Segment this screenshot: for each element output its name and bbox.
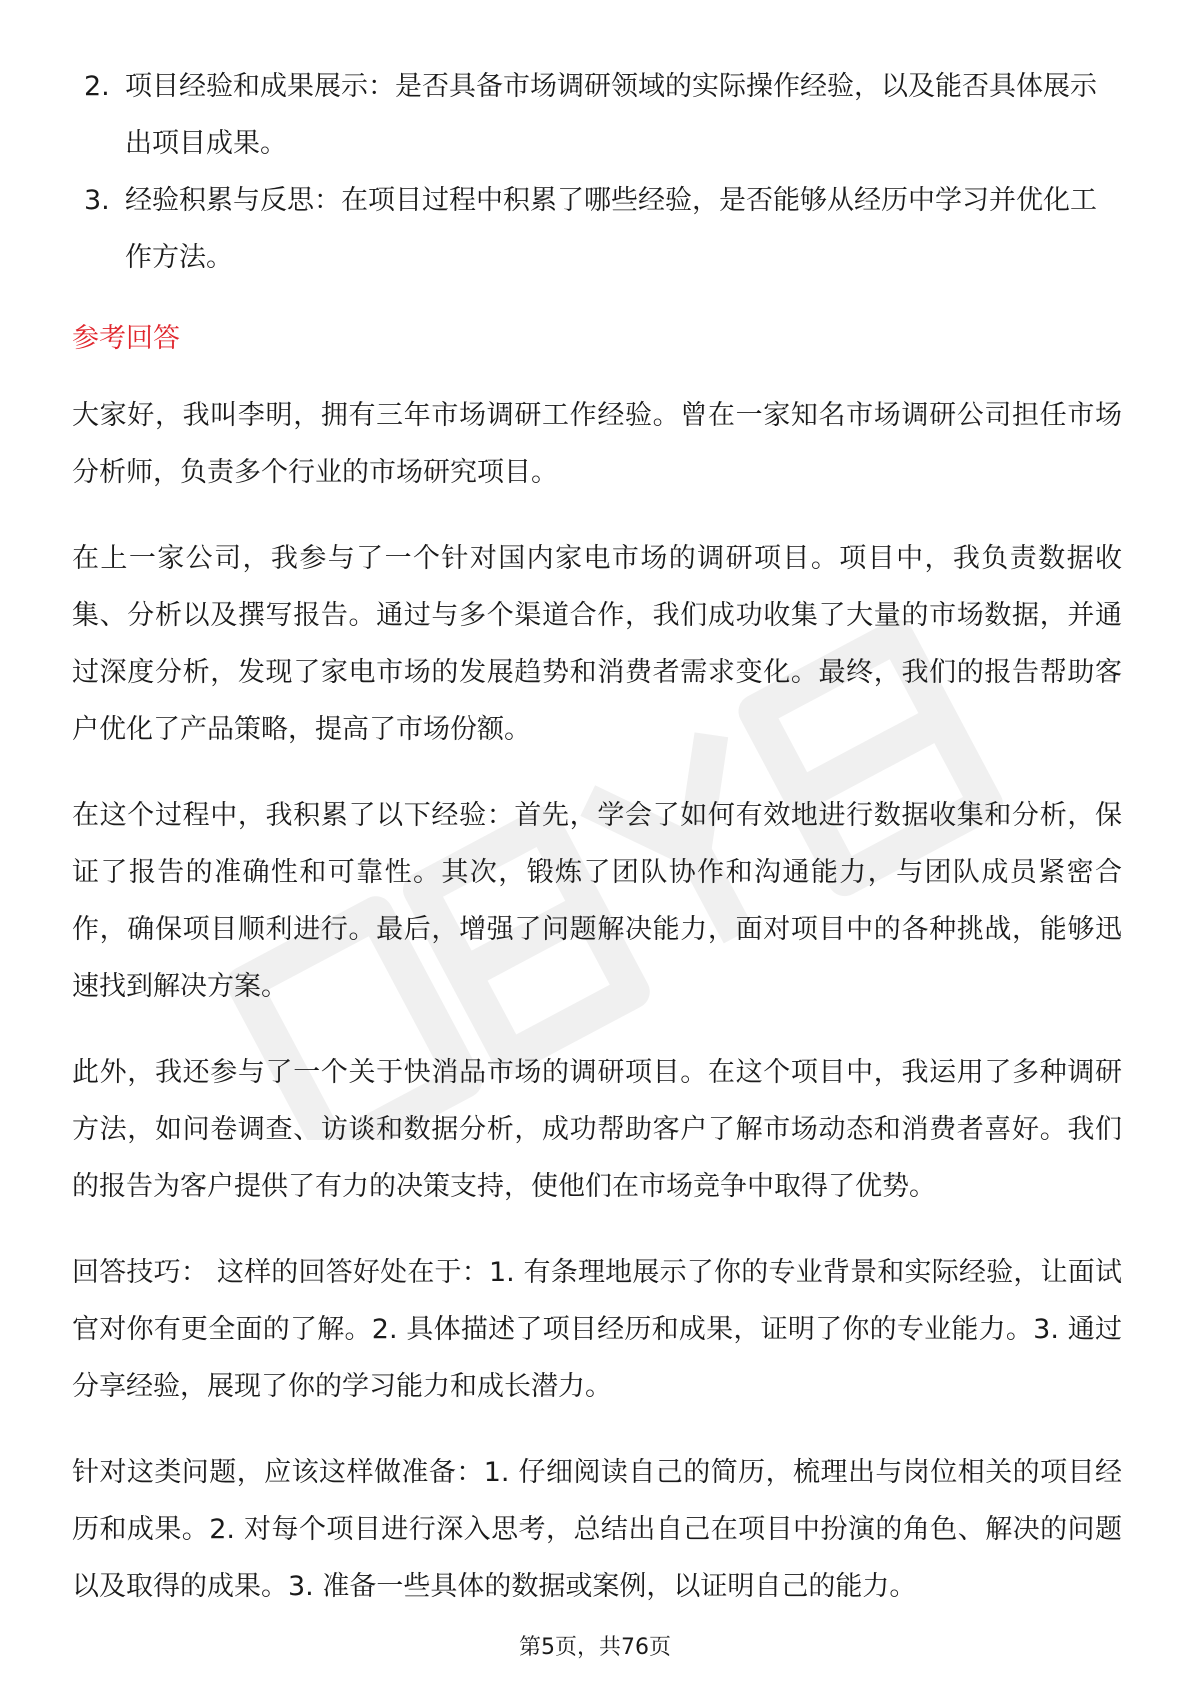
- reference-answer-heading: 参考回答: [72, 323, 180, 354]
- criteria-text: 经验积累与反思：在项目过程中积累了哪些经验，是否能够从经历中学习并优化工作方法。: [125, 185, 1097, 273]
- criteria-item: [72, 172, 1122, 286]
- main-content: [72, 58, 1122, 1644]
- preparation-paragraph: 针对这类问题，应该这样做准备：1. 仔细阅读自己的简历，梳理出与岗位相关的项目经历和成果。2. 对每个项目进行深入思考，总结出自己在项目中扮演的角色、解决的问题以及取得的成果。3. 准备一些具体的数据或案例，以证明自己的能力。: [72, 1457, 1122, 1602]
- criteria-item: [72, 58, 1122, 172]
- answer-tips-paragraph: 回答技巧： 这样的回答好处在于：1. 有条理地展示了你的专业背景和实际经验，让面试官对你有更全面的了解。2. 具体描述了项目经历和成果，证明了你的专业能力。3. 通过分享经验，展现了你的学习能力和成长潜力。: [72, 1257, 1122, 1402]
- answer-paragraph: 在这个过程中，我积累了以下经验：首先，学会了如何有效地进行数据收集和分析，保证了报告的准确性和可靠性。其次，锻炼了团队协作和沟通能力，与团队成员紧密合作，确保项目顺利进行。最后，增强了问题解决能力，面对项目中的各种挑战，能够迅速找到解决方案。: [72, 800, 1122, 1002]
- answer-paragraph: 大家好，我叫李明，拥有三年市场调研工作经验。曾在一家知名市场调研公司担任市场分析师，负责多个行业的市场研究项目。: [72, 400, 1122, 488]
- answer-paragraph: 在上一家公司，我参与了一个针对国内家电市场的调研项目。项目中，我负责数据收集、分析以及撰写报告。通过与多个渠道合作，我们成功收集了大量的市场数据，并通过深度分析，发现了家电市场的发展趋势和消费者需求变化。最终，我们的报告帮助客户优化了产品策略，提高了市场份额。: [72, 543, 1122, 745]
- criteria-number: 3.: [84, 185, 110, 216]
- criteria-number: 2.: [84, 71, 110, 102]
- criteria-text: 项目经验和成果展示：是否具备市场调研领域的实际操作经验，以及能否具体展示出项目成果。: [125, 71, 1097, 159]
- answer-paragraph: 此外，我还参与了一个关于快消品市场的调研项目。在这个项目中，我运用了多种调研方法，如问卷调查、访谈和数据分析，成功帮助客户了解市场动态和消费者喜好。我们的报告为客户提供了有力的决策支持，使他们在市场竞争中取得了优势。: [72, 1057, 1122, 1202]
- page-number-footer: 第5页，共76页: [519, 1635, 671, 1660]
- evaluation-criteria-list: [72, 58, 1122, 286]
